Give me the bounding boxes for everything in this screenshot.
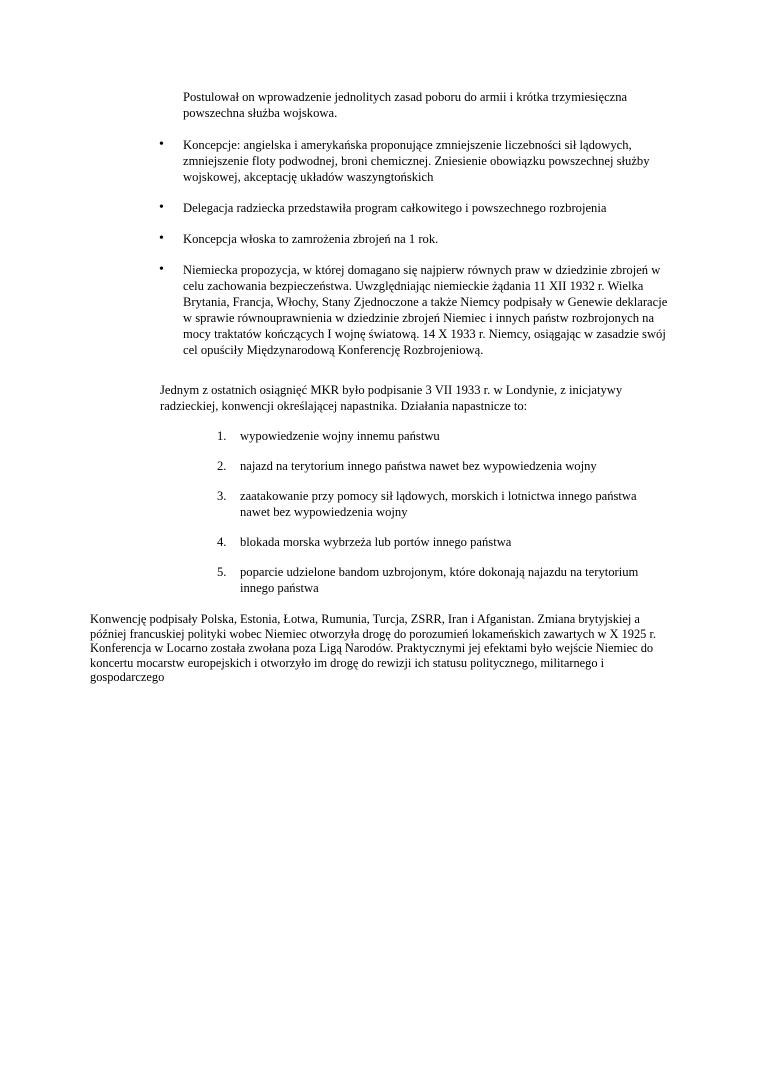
bullet-item xyxy=(0,200,673,216)
numbered-text: wypowiedzenie wojny innemu państwu xyxy=(240,429,440,443)
numbered-text: blokada morska wybrzeża lub portów innego państwa xyxy=(240,535,512,549)
numbered-marker: 3. xyxy=(217,489,227,503)
numbered-item xyxy=(0,458,652,474)
numbered-item xyxy=(0,534,652,550)
bullet-icon: • xyxy=(159,262,164,277)
bullet-icon: • xyxy=(159,200,164,215)
bullet-icon: • xyxy=(159,231,164,246)
numbered-marker: 4. xyxy=(217,535,227,549)
bullet-item xyxy=(0,137,673,185)
numbered-list xyxy=(0,428,760,610)
numbered-text: poparcie udzielone bandom uzbrojonym, które dokonają najazdu na terytorium innego państwa xyxy=(240,565,639,595)
numbered-item xyxy=(0,488,652,520)
bullet-text: Koncepcje: angielska i amerykańska proponujące zmniejszenie liczebności sił lądowych, zmniejszenie floty podwodnej, broni chemicznej. Zniesienie obowiązku powszechnej służby wojskowej, akceptację układów waszyngtońskich xyxy=(183,138,650,184)
bullet-text: Niemiecka propozycja, w której domagano się najpierw równych praw w dziedzinie zbrojeń w celu zachowania bezpieczeństwa. Uwzględniając niemieckie żądania 11 XII 1932 r. Wielka Brytania, Francja, Włochy, Stany Zjednoczone a także Niemcy podpisały w Genewie deklaracje w sprawie równouprawnienia w dziedzinie zbrojeń Niemiec i innych państw rozbrojonych na mocy traktatów kończących I wojnę światową. 14 X 1933 r. Niemcy, osiągając w zasadzie swój cel opuściły Międzynarodową Konferencję Rozbrojeniową. xyxy=(183,263,668,357)
continuation-paragraph: Postulował on wprowadzenie jednolitych zasad poboru do armii i krótka trzymiesięczna powszechna służba wojskowa. xyxy=(183,90,628,120)
numbered-text: najazd na terytorium innego państwa nawet bez wypowiedzenia wojny xyxy=(240,459,597,473)
numbered-marker: 5. xyxy=(217,565,227,579)
numbered-item xyxy=(0,564,652,596)
numbered-text: zaatakowanie przy pomocy sił lądowych, morskich i lotnictwa innego państwa nawet bez wypowiedzenia wojny xyxy=(240,489,637,519)
closing-paragraph: Konwencję podpisały Polska, Estonia, Łotwa, Rumunia, Turcja, ZSRR, Iran i Afganistan. Zmiana brytyjskiej a później francuskiej polityki wobec Niemiec otworzyła drogę do porozumień lokameńskich zawartych w X 1925 r. Konferencja w Locarno została zwołana poza Ligą Narodów. Praktycznymi jej efektami było wejście Niemiec do koncertu mocarstw europejskich i otworzyło im drogę do rewizji ich statusu politycznego, militarnego i gospodarczego xyxy=(90,612,657,685)
bullet-list xyxy=(0,137,760,373)
bullet-text: Delegacja radziecka przedstawiła program całkowitego i powszechnego rozbrojenia xyxy=(183,201,607,215)
numbered-marker: 1. xyxy=(217,429,227,443)
numbered-marker: 2. xyxy=(217,459,227,473)
bullet-icon: • xyxy=(159,137,164,152)
bullet-item xyxy=(0,262,673,358)
numbered-item xyxy=(0,428,652,444)
intro-paragraph: Jednym z ostatnich osiągnięć MKR było podpisanie 3 VII 1933 r. w Londynie, z inicjatywy radzieckiej, konwencji określającej napastnika. Działania napastnicze to: xyxy=(160,383,623,413)
bullet-text: Koncepcja włoska to zamrożenia zbrojeń na 1 rok. xyxy=(183,232,439,246)
bullet-item xyxy=(0,231,673,247)
